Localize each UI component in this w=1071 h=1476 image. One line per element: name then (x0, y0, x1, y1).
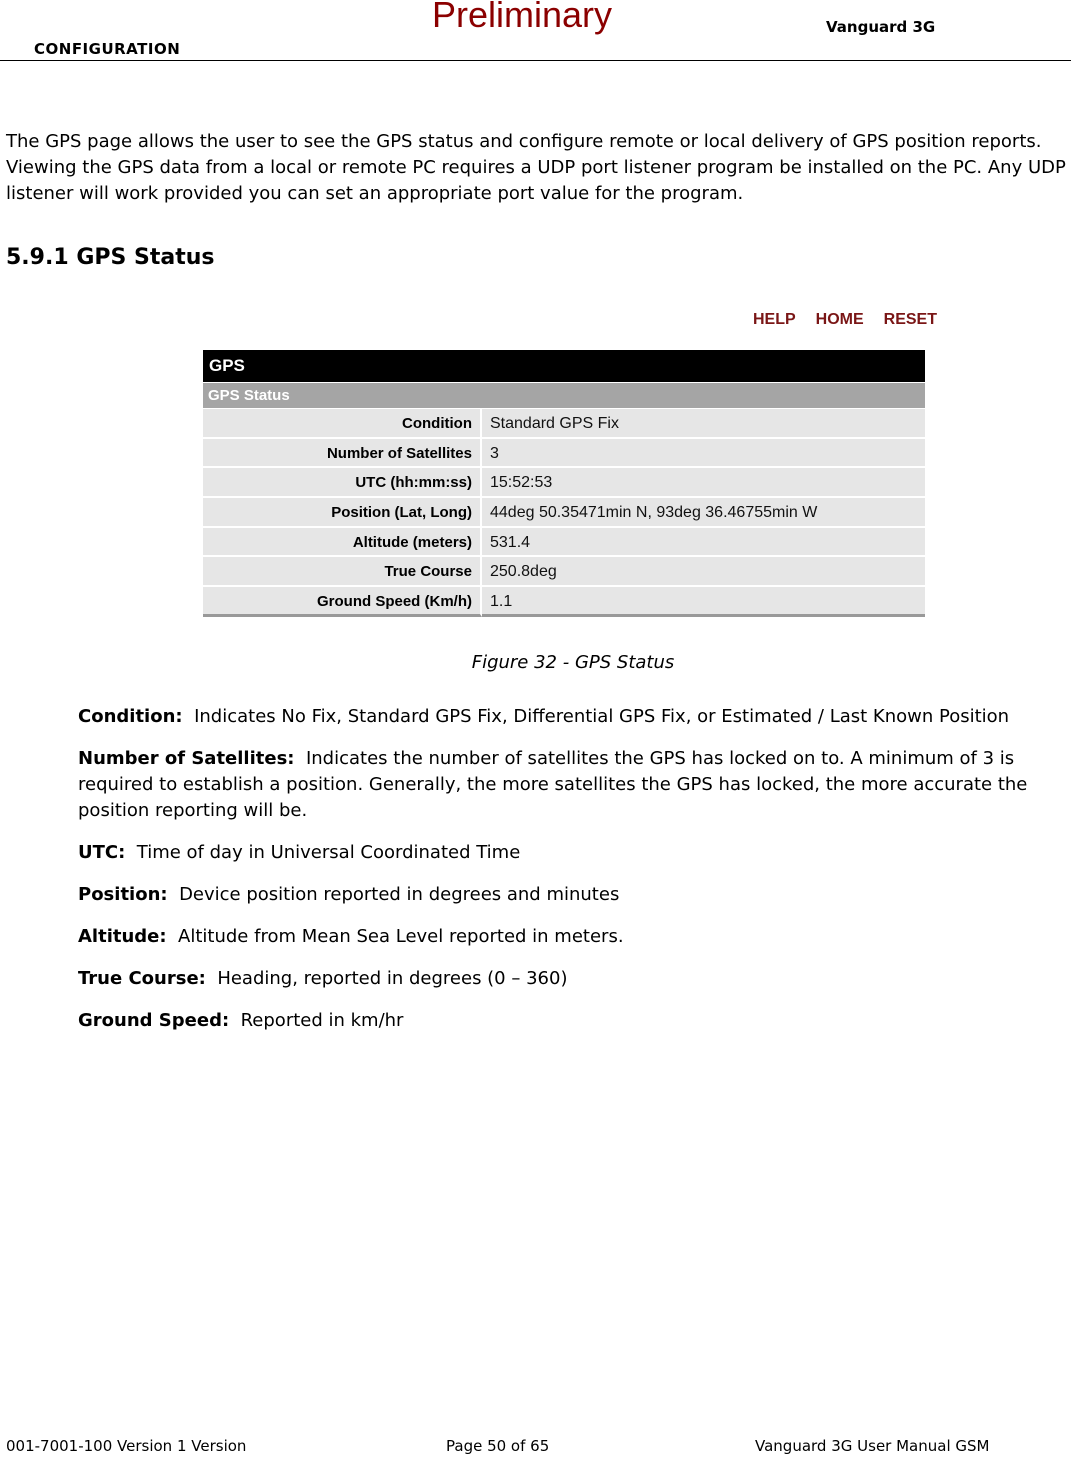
gps-title-bar: GPS (203, 350, 925, 382)
row-value: 44deg 50.35471min N, 93deg 36.46755min W (482, 498, 925, 528)
table-row (203, 409, 925, 439)
definition-item (78, 704, 1058, 730)
definition-text: Indicates No Fix, Standard GPS Fix, Differential GPS Fix, or Estimated / Last Known Position (194, 706, 1010, 727)
row-label: Condition (203, 409, 482, 439)
row-label: Ground Speed (Km/h) (203, 587, 482, 617)
definition-term: Condition: (78, 706, 183, 727)
definition-item (78, 882, 1058, 908)
definition-item (78, 1008, 1058, 1034)
section-title: GPS Status (76, 245, 215, 270)
definition-term: Number of Satellites: (78, 748, 295, 769)
row-label: UTC (hh:mm:ss) (203, 468, 482, 498)
row-value: 15:52:53 (482, 468, 925, 498)
table-row (203, 498, 925, 528)
definition-item (78, 746, 1058, 824)
row-label: Number of Satellites (203, 439, 482, 469)
section-number: 5.9.1 (6, 245, 69, 270)
intro-paragraph: The GPS page allows the user to see the GPS status and configure remote or local delivery of GPS position reports. Viewing the GPS data from a local or remote PC requires a UDP port listener program be installed on the PC. Any UDP listener will work provided you can set an appropriate port value for the program. (6, 131, 1066, 204)
definition-term: Ground Speed: (78, 1010, 230, 1031)
gps-status-screenshot (184, 305, 944, 630)
table-row (203, 557, 925, 587)
definition-item (78, 924, 1058, 950)
definition-text: Indicates the number of satellites the GPS has locked on to. A minimum of 3 is required to establish a position. Generally, the more satellites the GPS has locked, the more accurate the position reporting will be. (78, 748, 1028, 821)
table-row (203, 587, 925, 617)
definition-term: Position: (78, 884, 168, 905)
gps-status-table (203, 409, 925, 617)
reset-link[interactable]: RESET (883, 311, 937, 328)
row-value: Standard GPS Fix (482, 409, 925, 439)
footer-manual-title: Vanguard 3G User Manual GSM (755, 1437, 990, 1455)
header-section-label: CONFIGURATION (34, 40, 181, 58)
help-link[interactable]: HELP (752, 311, 796, 328)
home-link[interactable]: HOME (815, 311, 864, 328)
footer-page-number: Page 50 of 65 (446, 1437, 550, 1455)
row-label: Position (Lat, Long) (203, 498, 482, 528)
header-product-name: Vanguard 3G (826, 18, 936, 36)
definition-item (78, 966, 1058, 992)
preliminary-watermark: Preliminary (432, 0, 613, 35)
definition-text: Time of day in Universal Coordinated Time (136, 842, 521, 863)
row-label: Altitude (meters) (203, 528, 482, 558)
header-divider (0, 60, 1071, 61)
definition-text: Altitude from Mean Sea Level reported in meters. (178, 926, 624, 947)
definition-term: True Course: (78, 968, 206, 989)
definition-text: Heading, reported in degrees (0 – 360) (217, 968, 568, 989)
definitions-list (78, 704, 1058, 1050)
definition-text: Device position reported in degrees and minutes (179, 884, 620, 905)
gps-status-bar: GPS Status (203, 383, 925, 408)
row-label: True Course (203, 557, 482, 587)
row-value: 250.8deg (482, 557, 925, 587)
section-heading (6, 245, 214, 270)
screenshot-nav-links (753, 311, 937, 329)
table-row (203, 468, 925, 498)
definition-text: Reported in km/hr (240, 1010, 404, 1031)
table-row (203, 439, 925, 469)
footer-doc-version: 001-7001-100 Version 1 Version (6, 1437, 247, 1455)
definition-term: Altitude: (78, 926, 167, 947)
figure-caption: Figure 32 - GPS Status (471, 652, 675, 673)
row-value: 531.4 (482, 528, 925, 558)
row-value: 1.1 (482, 587, 925, 617)
definition-item (78, 840, 1058, 866)
table-row (203, 528, 925, 558)
definition-term: UTC: (78, 842, 126, 863)
row-value: 3 (482, 439, 925, 469)
